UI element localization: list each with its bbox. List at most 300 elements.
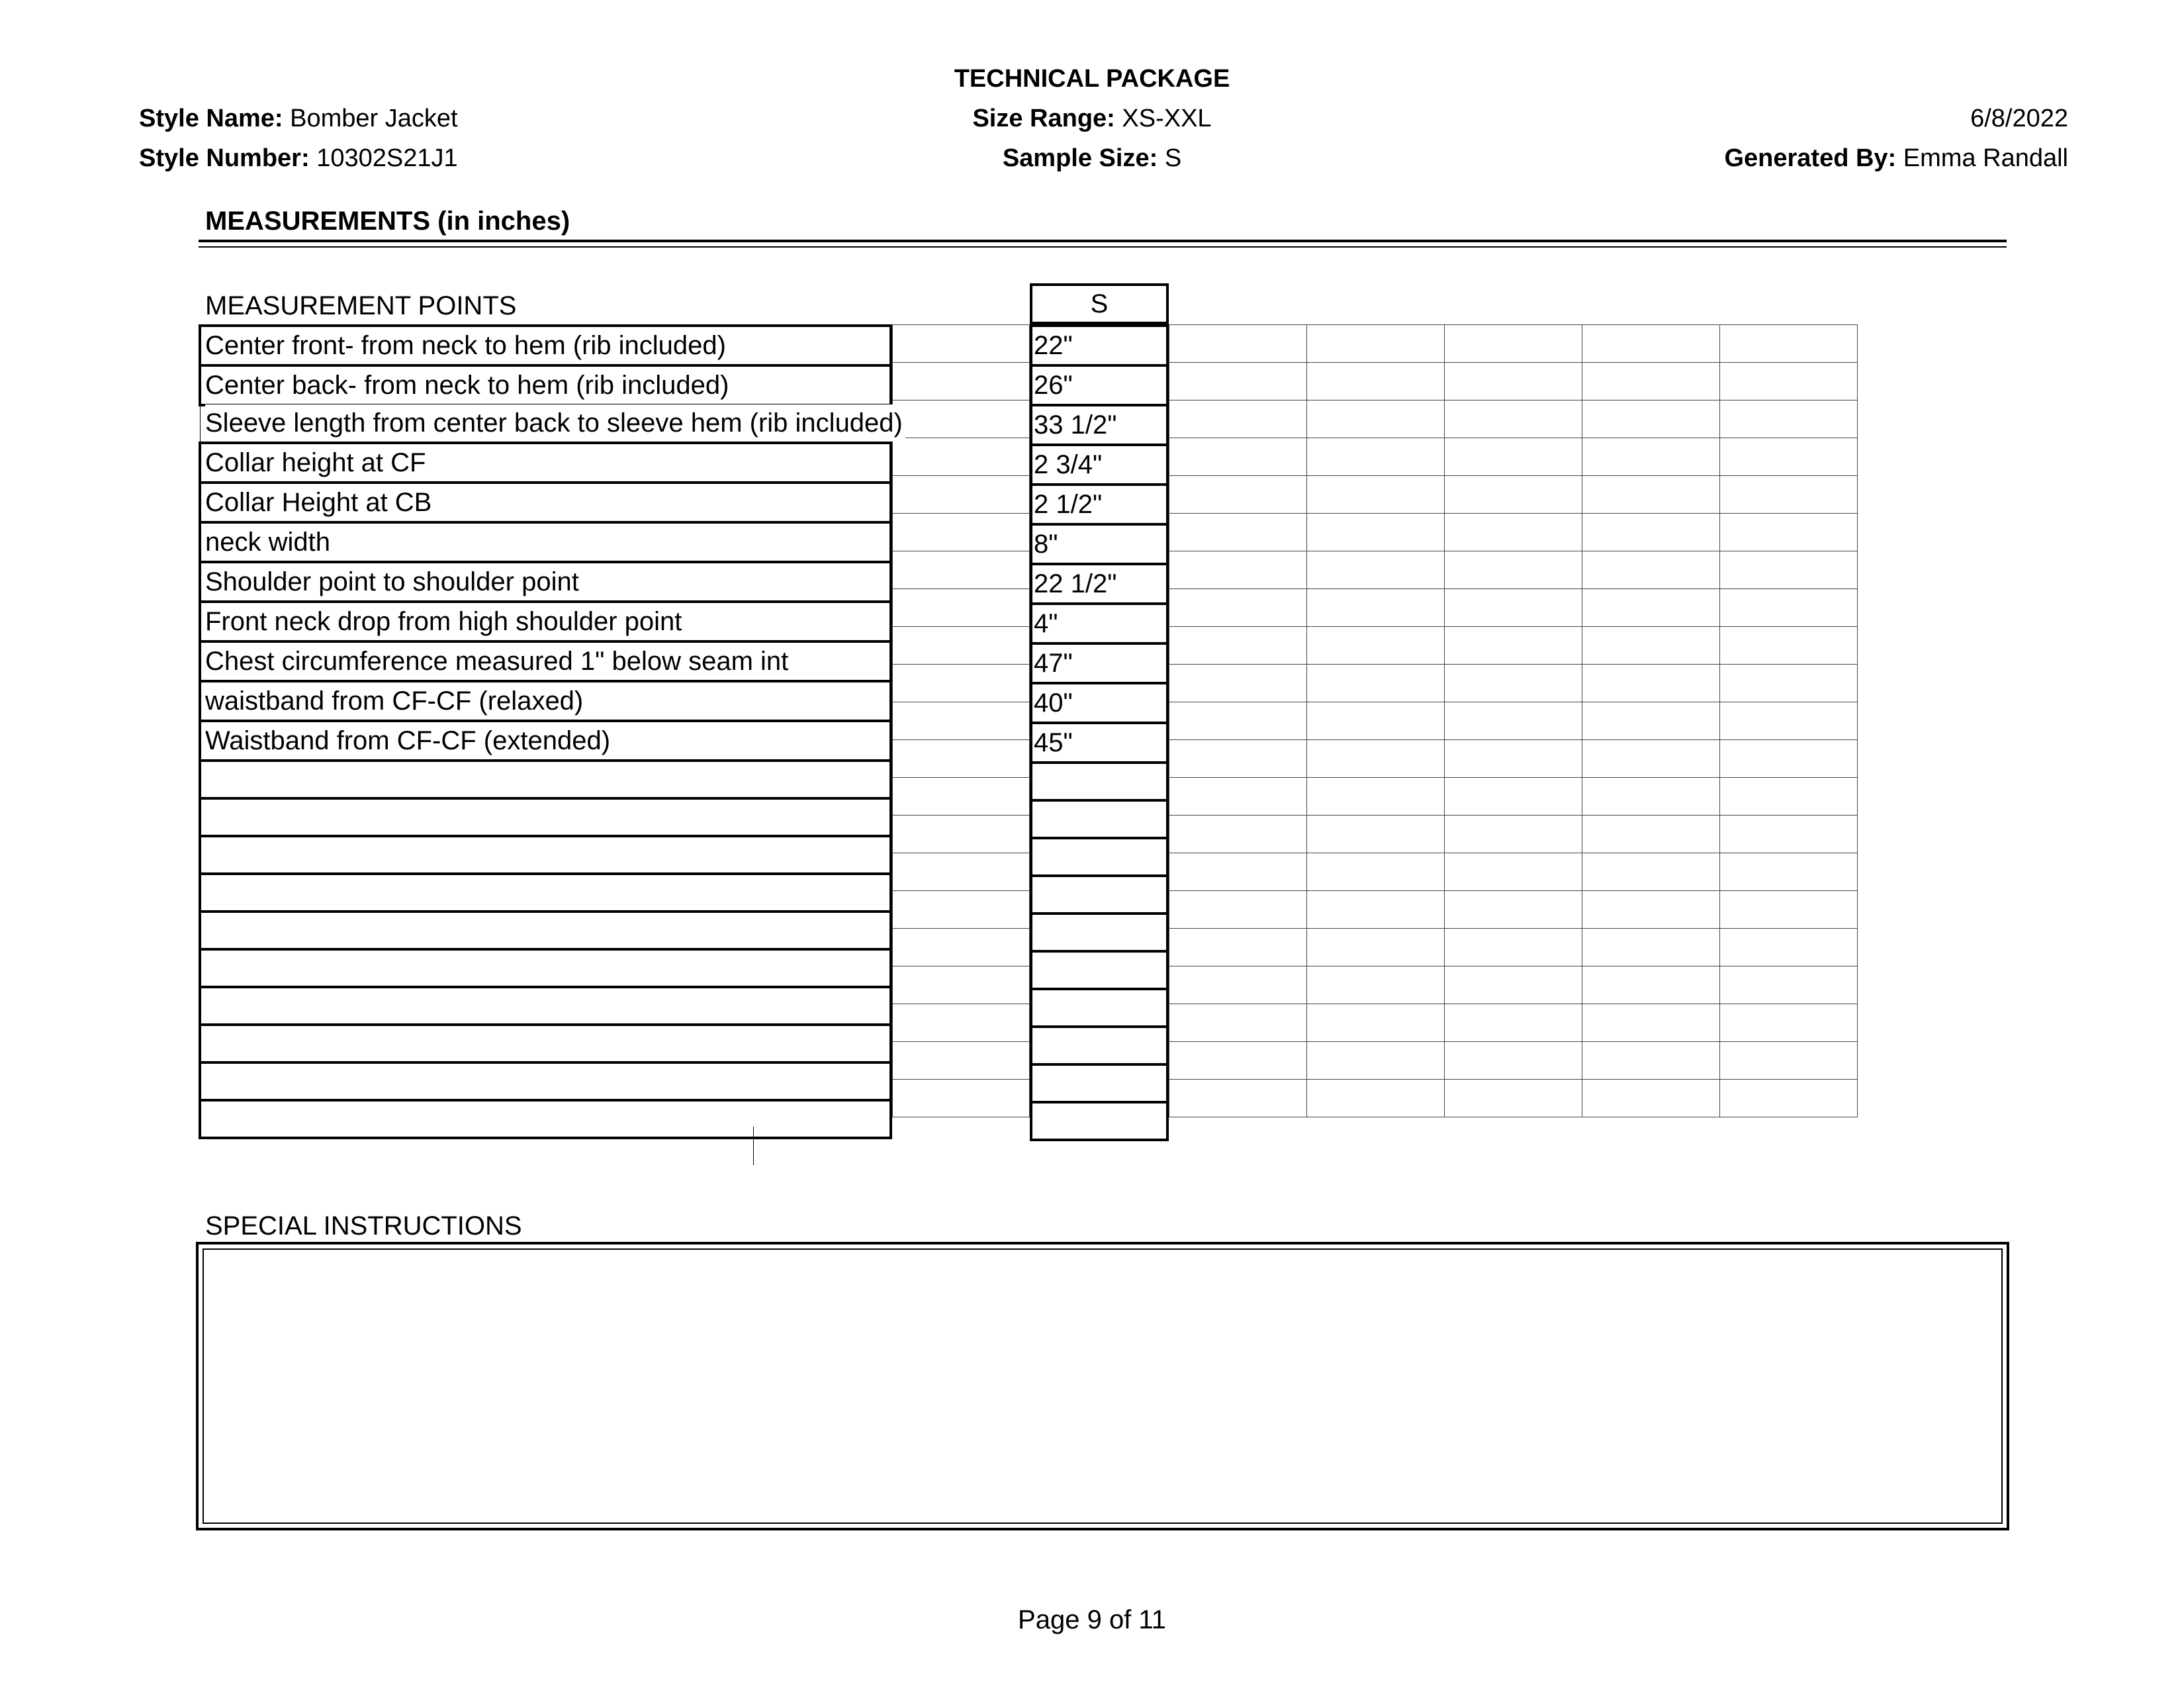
empty-size-cell[interactable]	[1445, 627, 1582, 665]
special-instructions-text	[204, 1250, 2001, 1263]
table-row	[200, 1025, 891, 1062]
heading-rule-thin	[199, 246, 2007, 248]
table-row	[1169, 1042, 1858, 1080]
table-row	[893, 702, 1030, 740]
table-row	[1169, 1004, 1858, 1042]
table-row	[200, 874, 891, 912]
table-row	[893, 665, 1030, 702]
empty-size-cell[interactable]	[1582, 1004, 1720, 1042]
generated-by-label: Generated By:	[1724, 144, 1897, 172]
empty-size-cell[interactable]	[1445, 929, 1582, 966]
empty-size-cell[interactable]	[1169, 476, 1307, 514]
style-number-label: Style Number:	[139, 144, 310, 172]
table-row	[200, 912, 891, 949]
table-row	[1031, 1102, 1167, 1140]
cell-divider	[753, 1127, 754, 1165]
empty-size-cell[interactable]	[1169, 702, 1307, 740]
empty-cell[interactable]	[893, 438, 1030, 476]
table-row	[200, 365, 891, 405]
empty-size-cell[interactable]	[1307, 325, 1445, 363]
measurement-point-cell[interactable]	[200, 562, 891, 602]
empty-size-cell[interactable]	[1720, 816, 1858, 853]
empty-size-cell[interactable]	[1169, 363, 1307, 400]
table-row	[1031, 445, 1167, 485]
empty-size-cell[interactable]	[1720, 1080, 1858, 1117]
empty-size-cell[interactable]	[1169, 891, 1307, 929]
empty-cell[interactable]	[893, 665, 1030, 702]
empty-cell[interactable]	[893, 702, 1030, 740]
size-s-value-text: 26"	[1034, 371, 1073, 400]
measurement-point-cell[interactable]	[200, 1062, 891, 1100]
empty-size-cell[interactable]	[1169, 929, 1307, 966]
empty-size-cell[interactable]	[1720, 1042, 1858, 1080]
sample-size-line	[827, 146, 1357, 171]
empty-size-cell[interactable]	[1720, 740, 1858, 778]
sleeve-length-point-label: Sleeve length from center back to sleeve hem (rib included)	[205, 404, 905, 442]
measurements-heading: MEASUREMENTS (in inches)	[205, 207, 570, 236]
table-row	[1031, 876, 1167, 914]
table-row	[893, 589, 1030, 627]
measurement-points-label: MEASUREMENT POINTS	[205, 291, 517, 320]
empty-size-cell[interactable]	[1720, 702, 1858, 740]
size-s-value-cell[interactable]	[1031, 604, 1167, 643]
table-row	[1169, 929, 1858, 966]
measurement-point-cell[interactable]	[200, 912, 891, 949]
measurement-point-cell[interactable]	[200, 483, 891, 522]
table-row	[1169, 665, 1858, 702]
spacer-column	[892, 324, 1030, 1117]
empty-size-cell[interactable]	[1169, 816, 1307, 853]
measurement-point-cell[interactable]	[200, 365, 891, 405]
empty-size-cell[interactable]	[1307, 363, 1445, 400]
empty-size-cell[interactable]	[1307, 778, 1445, 816]
table-row	[1031, 564, 1167, 604]
empty-size-cell[interactable]	[1582, 853, 1720, 891]
table-row	[893, 325, 1030, 363]
empty-size-cell[interactable]	[1307, 1004, 1445, 1042]
table-row	[893, 476, 1030, 514]
measurement-point-text: neck width	[205, 528, 330, 557]
empty-size-cell[interactable]	[1720, 589, 1858, 627]
table-row	[893, 891, 1030, 929]
empty-size-cell[interactable]	[1307, 400, 1445, 438]
empty-size-cell[interactable]	[1169, 853, 1307, 891]
size-s-values-table	[1030, 324, 1169, 1141]
empty-size-cell[interactable]	[1445, 702, 1582, 740]
table-row	[1031, 683, 1167, 723]
empty-cell[interactable]	[893, 589, 1030, 627]
table-row	[200, 443, 891, 483]
size-s-value-text: 2 3/4"	[1034, 450, 1103, 479]
measurement-point-cell[interactable]	[200, 1100, 891, 1138]
style-name-label: Style Name:	[139, 105, 283, 132]
size-s-value-cell[interactable]	[1031, 989, 1167, 1027]
empty-size-cell[interactable]	[1169, 740, 1307, 778]
empty-size-cell[interactable]	[1445, 325, 1582, 363]
measurement-point-text: Front neck drop from high shoulder point	[205, 607, 682, 636]
table-row	[1031, 1027, 1167, 1064]
empty-size-cell[interactable]	[1720, 891, 1858, 929]
empty-size-cell[interactable]	[1169, 665, 1307, 702]
empty-size-cell[interactable]	[1445, 853, 1582, 891]
empty-size-cell[interactable]	[1582, 966, 1720, 1004]
table-row	[1031, 524, 1167, 564]
table-row	[893, 1004, 1030, 1042]
empty-cell[interactable]	[893, 966, 1030, 1004]
table-row	[893, 740, 1030, 778]
measurement-point-cell[interactable]	[200, 949, 891, 987]
table-row	[200, 483, 891, 522]
empty-size-cell[interactable]	[1307, 627, 1445, 665]
table-row	[1169, 1080, 1858, 1117]
empty-cell[interactable]	[893, 1004, 1030, 1042]
empty-size-cell[interactable]	[1169, 1080, 1307, 1117]
size-column-header: S	[1030, 283, 1169, 324]
empty-cell[interactable]	[893, 476, 1030, 514]
empty-size-cell[interactable]	[1169, 589, 1307, 627]
sample-size-label: Sample Size:	[1002, 144, 1158, 172]
table-row	[1169, 778, 1858, 816]
table-row	[1169, 816, 1858, 853]
table-row	[893, 363, 1030, 400]
empty-size-cell[interactable]	[1582, 325, 1720, 363]
empty-size-cell[interactable]	[1582, 551, 1720, 589]
empty-size-cell[interactable]	[1720, 551, 1858, 589]
page-number: Page 9 of 11	[1018, 1605, 1166, 1634]
empty-size-cell[interactable]	[1582, 929, 1720, 966]
table-row	[1031, 723, 1167, 763]
empty-cell[interactable]	[893, 551, 1030, 589]
measurement-point-text: Center front- from neck to hem (rib included)	[205, 331, 726, 360]
empty-cell[interactable]	[893, 325, 1030, 363]
measurement-point-cell[interactable]	[200, 836, 891, 874]
empty-size-cell[interactable]	[1307, 1080, 1445, 1117]
empty-cell[interactable]	[893, 778, 1030, 816]
empty-size-cell[interactable]	[1307, 665, 1445, 702]
empty-size-cell[interactable]	[1720, 778, 1858, 816]
empty-size-cell[interactable]	[1169, 627, 1307, 665]
empty-cell[interactable]	[893, 1042, 1030, 1080]
table-row	[1031, 989, 1167, 1027]
empty-size-cell[interactable]	[1445, 891, 1582, 929]
empty-size-cell[interactable]	[1582, 702, 1720, 740]
empty-cell[interactable]	[893, 740, 1030, 778]
empty-size-cell[interactable]	[1169, 778, 1307, 816]
table-row	[1031, 405, 1167, 445]
document-title: TECHNICAL PACKAGE	[954, 65, 1230, 93]
table-row	[1031, 326, 1167, 365]
table-row	[200, 987, 891, 1025]
empty-size-cell[interactable]	[1169, 1004, 1307, 1042]
empty-size-cell[interactable]	[1582, 891, 1720, 929]
size-s-value-cell[interactable]	[1031, 326, 1167, 365]
size-s-value-cell[interactable]	[1031, 365, 1167, 405]
table-row	[200, 761, 891, 798]
empty-size-cell[interactable]	[1720, 853, 1858, 891]
empty-size-cell[interactable]	[1445, 1080, 1582, 1117]
empty-size-cell[interactable]	[1720, 1004, 1858, 1042]
empty-size-cell[interactable]	[1169, 325, 1307, 363]
empty-size-cell[interactable]	[1169, 400, 1307, 438]
empty-cell[interactable]	[893, 929, 1030, 966]
table-row	[200, 562, 891, 602]
size-s-value-cell[interactable]	[1031, 763, 1167, 800]
style-number-line	[139, 146, 458, 171]
size-range-label: Size Range:	[972, 105, 1115, 132]
empty-size-cell[interactable]	[1582, 740, 1720, 778]
size-s-value-text: 33 1/2"	[1034, 410, 1117, 440]
empty-size-cell[interactable]	[1169, 1042, 1307, 1080]
size-s-value-cell[interactable]	[1031, 445, 1167, 485]
size-s-value-cell[interactable]	[1031, 524, 1167, 564]
empty-size-cell[interactable]	[1307, 966, 1445, 1004]
empty-size-cell[interactable]	[1445, 966, 1582, 1004]
size-s-value-cell[interactable]	[1031, 643, 1167, 683]
table-row	[1169, 891, 1858, 929]
measurement-point-cell[interactable]	[200, 874, 891, 912]
empty-size-cell[interactable]	[1720, 929, 1858, 966]
empty-size-cell[interactable]	[1445, 438, 1582, 476]
empty-size-cell[interactable]	[1582, 514, 1720, 551]
empty-size-cell[interactable]	[1720, 438, 1858, 476]
size-s-value-cell[interactable]	[1031, 564, 1167, 604]
empty-size-cell[interactable]	[1445, 363, 1582, 400]
empty-size-cell[interactable]	[1307, 853, 1445, 891]
table-row	[893, 627, 1030, 665]
size-s-value-cell[interactable]	[1031, 405, 1167, 445]
table-row	[893, 551, 1030, 589]
table-row	[1169, 966, 1858, 1004]
measurement-point-text: Waistband from CF-CF (extended)	[205, 726, 611, 755]
empty-size-cell[interactable]	[1445, 514, 1582, 551]
generated-by-line	[1724, 146, 2068, 171]
empty-size-cell[interactable]	[1445, 1042, 1582, 1080]
table-row	[1031, 485, 1167, 524]
empty-size-cell[interactable]	[1169, 966, 1307, 1004]
size-range-value: XS-XXL	[1122, 105, 1212, 132]
table-row	[1169, 476, 1858, 514]
empty-size-cell[interactable]	[1445, 476, 1582, 514]
empty-size-cell[interactable]	[1445, 551, 1582, 589]
size-s-value-cell[interactable]	[1031, 1102, 1167, 1140]
measurement-point-text: Chest circumference measured 1" below seam int	[205, 647, 789, 676]
table-row	[893, 1042, 1030, 1080]
empty-size-cell[interactable]	[1582, 1042, 1720, 1080]
empty-size-cell[interactable]	[1720, 325, 1858, 363]
special-instructions-label: SPECIAL INSTRUCTIONS	[205, 1211, 522, 1241]
empty-size-cell[interactable]	[1307, 891, 1445, 929]
empty-size-cell[interactable]	[1582, 816, 1720, 853]
measurement-point-text: waistband from CF-CF (relaxed)	[205, 686, 584, 716]
measurement-point-cell[interactable]	[200, 602, 891, 641]
size-s-value-text: 22 1/2"	[1034, 569, 1117, 598]
empty-cell[interactable]	[893, 514, 1030, 551]
size-s-value-cell[interactable]	[1031, 1064, 1167, 1102]
size-s-value-cell[interactable]	[1031, 876, 1167, 914]
table-row	[1031, 914, 1167, 951]
date-value: 6/8/2022	[1970, 105, 2068, 132]
style-name-line	[139, 106, 458, 131]
table-row	[1169, 627, 1858, 665]
generated-by-value: Emma Randall	[1903, 144, 2068, 172]
empty-size-cell[interactable]	[1445, 740, 1582, 778]
empty-size-cell[interactable]	[1582, 778, 1720, 816]
empty-size-cell[interactable]	[1445, 589, 1582, 627]
empty-size-cell[interactable]	[1307, 438, 1445, 476]
table-row	[1031, 1064, 1167, 1102]
empty-size-cell[interactable]	[1582, 438, 1720, 476]
empty-size-cell[interactable]	[1307, 816, 1445, 853]
size-s-value-text: 45"	[1034, 728, 1073, 757]
empty-size-cell[interactable]	[1169, 551, 1307, 589]
size-s-value-cell[interactable]	[1031, 723, 1167, 763]
table-row	[893, 514, 1030, 551]
measurement-point-cell[interactable]	[200, 641, 891, 681]
empty-size-cell[interactable]	[1582, 1080, 1720, 1117]
size-s-value-text: 8"	[1034, 530, 1058, 559]
size-s-value-cell[interactable]	[1031, 1027, 1167, 1064]
empty-size-cell[interactable]	[1307, 929, 1445, 966]
empty-size-cell[interactable]	[1307, 476, 1445, 514]
empty-cell[interactable]	[893, 816, 1030, 853]
empty-size-cell[interactable]	[1720, 665, 1858, 702]
table-row	[1031, 604, 1167, 643]
table-row	[1169, 514, 1858, 551]
table-row	[200, 602, 891, 641]
table-row	[1169, 325, 1858, 363]
table-row	[200, 836, 891, 874]
size-s-value-cell[interactable]	[1031, 951, 1167, 989]
table-row	[200, 681, 891, 721]
measurement-point-text: Collar Height at CB	[205, 488, 432, 517]
empty-size-cell[interactable]	[1582, 400, 1720, 438]
measurement-point-text: Shoulder point to shoulder point	[205, 567, 579, 596]
measurement-point-cell[interactable]	[200, 1025, 891, 1062]
size-s-value-cell[interactable]	[1031, 485, 1167, 524]
empty-size-cell[interactable]	[1582, 476, 1720, 514]
measurement-point-cell[interactable]	[200, 761, 891, 798]
empty-size-cell[interactable]	[1582, 363, 1720, 400]
table-row	[1031, 951, 1167, 989]
empty-size-cell[interactable]	[1445, 778, 1582, 816]
size-s-value-cell[interactable]	[1031, 683, 1167, 723]
table-row	[1169, 589, 1858, 627]
measurement-point-cell[interactable]	[200, 443, 891, 483]
style-name-value: Bomber Jacket	[290, 105, 458, 132]
measurement-points-table	[199, 324, 892, 1139]
heading-rule-thick	[199, 240, 2007, 242]
empty-cell[interactable]	[893, 891, 1030, 929]
table-row	[893, 400, 1030, 438]
empty-cell[interactable]	[893, 363, 1030, 400]
table-row	[200, 1100, 891, 1138]
empty-size-cell[interactable]	[1307, 1042, 1445, 1080]
empty-size-cell[interactable]	[1720, 966, 1858, 1004]
size-s-value-text: 22"	[1034, 331, 1073, 360]
empty-cell[interactable]	[893, 627, 1030, 665]
size-s-value-text: 47"	[1034, 649, 1073, 678]
empty-size-cell[interactable]	[1445, 816, 1582, 853]
table-row	[1169, 551, 1858, 589]
empty-size-cell[interactable]	[1307, 740, 1445, 778]
empty-size-cell[interactable]	[1307, 514, 1445, 551]
size-range-line	[827, 106, 1357, 131]
empty-size-cell[interactable]	[1445, 1004, 1582, 1042]
empty-size-cell[interactable]	[1720, 514, 1858, 551]
empty-size-cell[interactable]	[1720, 476, 1858, 514]
empty-size-cell[interactable]	[1582, 665, 1720, 702]
table-row	[1031, 838, 1167, 876]
size-s-value-text: 2 1/2"	[1034, 490, 1103, 519]
measurement-point-cell[interactable]	[200, 326, 891, 365]
measurement-point-cell[interactable]	[200, 987, 891, 1025]
style-number-value: 10302S21J1	[316, 144, 458, 172]
empty-size-cell[interactable]	[1307, 551, 1445, 589]
table-row	[893, 816, 1030, 853]
size-s-value-cell[interactable]	[1031, 800, 1167, 838]
empty-size-cell[interactable]	[1169, 514, 1307, 551]
empty-size-cell[interactable]	[1720, 363, 1858, 400]
measurement-point-text: Collar height at CF	[205, 448, 426, 477]
special-instructions-inner-border	[203, 1248, 2003, 1524]
table-row	[893, 929, 1030, 966]
measurement-point-cell[interactable]	[200, 522, 891, 562]
empty-size-cell[interactable]	[1582, 589, 1720, 627]
measurement-point-cell[interactable]	[200, 681, 891, 721]
table-row	[200, 522, 891, 562]
empty-size-cell[interactable]	[1307, 702, 1445, 740]
table-row	[1169, 740, 1858, 778]
size-s-value-text: 40"	[1034, 688, 1073, 718]
table-row	[893, 438, 1030, 476]
empty-size-cell[interactable]	[1445, 665, 1582, 702]
empty-size-cell[interactable]	[1169, 438, 1307, 476]
table-row	[1031, 763, 1167, 800]
table-row	[893, 853, 1030, 891]
measurement-point-cell[interactable]	[200, 798, 891, 836]
table-row	[893, 1080, 1030, 1117]
table-row	[893, 966, 1030, 1004]
measurement-point-cell[interactable]	[200, 721, 891, 761]
empty-size-cell[interactable]	[1445, 400, 1582, 438]
table-row	[200, 798, 891, 836]
table-row	[1169, 438, 1858, 476]
sample-size-value: S	[1164, 144, 1182, 172]
empty-size-cell[interactable]	[1720, 627, 1858, 665]
empty-size-cell[interactable]	[1720, 400, 1858, 438]
measurement-point-text: Center back- from neck to hem (rib included)	[205, 371, 729, 400]
table-row	[1169, 400, 1858, 438]
table-row	[200, 721, 891, 761]
table-row	[1169, 853, 1858, 891]
empty-cell[interactable]	[893, 853, 1030, 891]
empty-size-cell[interactable]	[1582, 627, 1720, 665]
table-row	[1031, 800, 1167, 838]
size-s-value-cell[interactable]	[1031, 838, 1167, 876]
table-row	[893, 778, 1030, 816]
table-row	[1031, 365, 1167, 405]
table-row	[1169, 363, 1858, 400]
empty-cell[interactable]	[893, 1080, 1030, 1117]
empty-size-cell[interactable]	[1307, 589, 1445, 627]
additional-size-columns	[1169, 324, 1858, 1117]
table-row	[1169, 702, 1858, 740]
table-row	[200, 326, 891, 365]
empty-cell[interactable]	[893, 400, 1030, 438]
size-s-value-cell[interactable]	[1031, 914, 1167, 951]
table-row	[200, 1062, 891, 1100]
table-row	[200, 641, 891, 681]
